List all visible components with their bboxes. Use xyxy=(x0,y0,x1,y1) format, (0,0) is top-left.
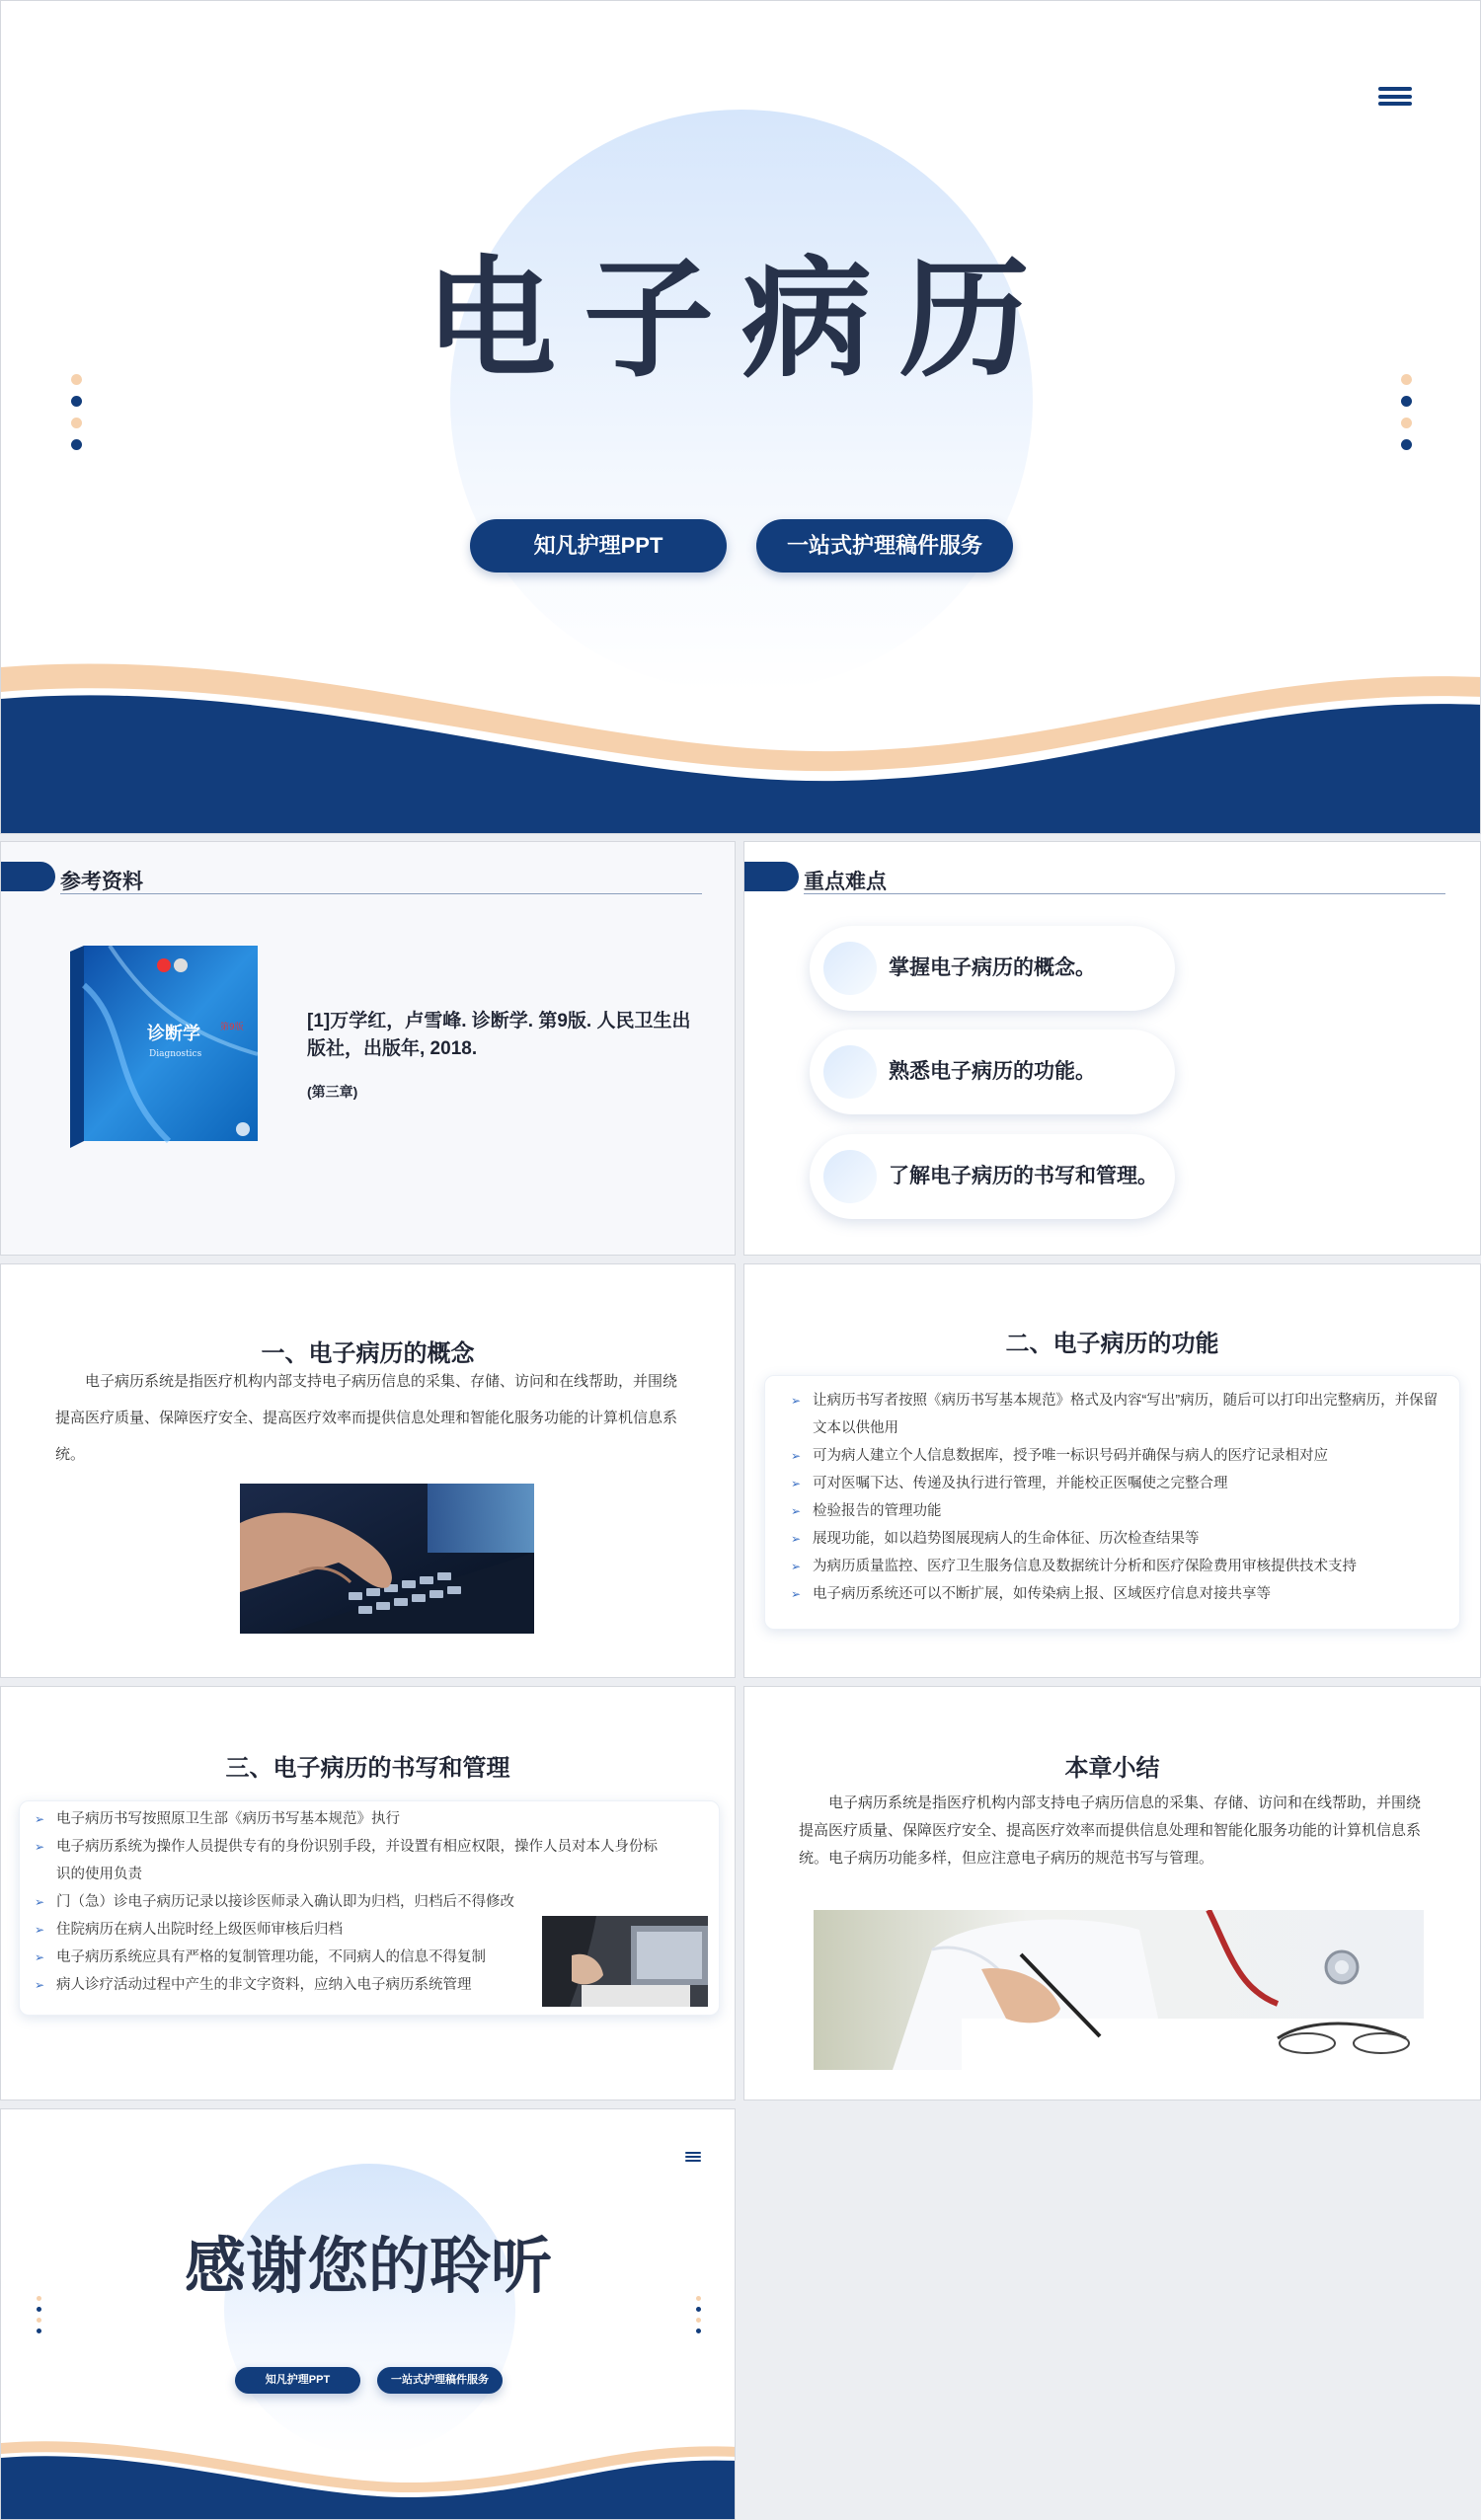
title-slide xyxy=(0,0,1481,834)
closing-slide xyxy=(0,2108,736,2520)
left-dots-decoration xyxy=(37,2296,41,2333)
svg-text:第9版: 第9版 xyxy=(220,1023,244,1032)
list-item: ➢ 可为病人建立个人信息数据库，授予唯一标识号码并确保与病人的医疗记录相对应 xyxy=(789,1442,1441,1470)
brand-pill[interactable]: 知凡护理PPT xyxy=(235,2367,360,2394)
list-item: ➢ 检验报告的管理功能 xyxy=(789,1497,1441,1525)
list-item: ➢ 为病历质量监控、医疗卫生服务信息及数据统计分析和医疗保险费用审核提供技术支持 xyxy=(789,1553,1441,1580)
list-item: ➢ 门（急）诊电子病历记录以接诊医师录入确认即为归档，归档后不得修改 xyxy=(33,1888,664,1916)
doctor-laptop-photo xyxy=(542,1916,708,2007)
functions-title: 二、电子病历的功能 xyxy=(1005,1331,1219,1357)
list-item: ➢ 病人诊疗活动过程中产生的非文字资料，应纳入电子病历系统管理 xyxy=(33,1971,531,1999)
list-item: ➢ 可对医嘱下达、传递及执行进行管理，并能校正医嘱使之完整合理 xyxy=(789,1470,1441,1497)
section-tab xyxy=(1,862,55,891)
summary-slide xyxy=(743,1686,1481,2100)
key-points-slide xyxy=(743,841,1481,1256)
section-tab xyxy=(744,862,799,891)
list-item: ➢ 电子病历系统还可以不断扩展，如传染病上报、区域医疗信息对接共享等 xyxy=(789,1580,1441,1608)
summary-title: 本章小结 xyxy=(1064,1755,1160,1782)
key-point-text: 熟悉电子病历的功能。 xyxy=(889,1060,1096,1083)
key-point-text: 了解电子病历的书写和管理。 xyxy=(889,1165,1158,1187)
concept-slide xyxy=(0,1263,736,1678)
writing-management-slide xyxy=(0,1686,736,2100)
functions-list xyxy=(789,1387,1441,1608)
right-dots-decoration xyxy=(1401,374,1412,450)
textbook-cover-image xyxy=(70,946,258,1148)
main-title: 电子病历 xyxy=(426,244,1057,396)
list-item: ➢ 电子病历系统为操作人员提供专有的身份识别手段，并设置有相应权限，操作人员对本人身份标识的使用负责 xyxy=(33,1833,664,1888)
key-point-item xyxy=(810,1134,1175,1219)
closing-backdrop-circle xyxy=(224,2164,515,2455)
typing-laptop-photo xyxy=(240,1484,534,1634)
list-item: ➢ 电子病历书写按照原卫生部《病历书写基本规范》执行 xyxy=(33,1805,664,1833)
doctor-writing-photo xyxy=(814,1910,1424,2070)
left-dots-decoration xyxy=(71,374,82,450)
heading-rule xyxy=(60,893,702,894)
key-point-item xyxy=(810,1030,1175,1114)
bottom-wave xyxy=(1,2433,736,2520)
writing-title: 三、电子病历的书写和管理 xyxy=(225,1755,510,1782)
references-slide xyxy=(0,841,736,1256)
list-item: ➢ 住院病历在病人出院时经上级医师审核后归档 xyxy=(33,1916,531,1944)
list-item: ➢ 展现功能，如以趋势图展现病人的生命体征、历次检查结果等 xyxy=(789,1525,1441,1553)
right-dots-decoration xyxy=(696,2296,701,2333)
functions-slide xyxy=(743,1263,1481,1678)
summary-paragraph: 电子病历系统是指医疗机构内部支持电子病历信息的采集、存储、访问和在线帮助，并围绕提高医疗质量、保障医疗安全、提高医疗效率而提供信息处理和智能化服务功能的计算机信息系统。电子病历功能多样，但应注意电子病历的规范书写与管理。 xyxy=(799,1795,1422,1867)
references-heading: 参考资料 xyxy=(60,871,143,893)
brand-pill[interactable]: 知凡护理PPT xyxy=(470,519,727,573)
bottom-wave xyxy=(1,648,1481,834)
concept-title: 一、电子病历的概念 xyxy=(261,1340,475,1367)
list-item: ➢ 电子病历系统应具有严格的复制管理功能，不同病人的信息不得复制 xyxy=(33,1944,531,1971)
chapter-note: (第三章) xyxy=(307,1084,358,1100)
citation-text: [1]万学红，卢雪峰. 诊断学. 第9版. 人民卫生出版社，出版年, 2018. xyxy=(307,1011,691,1059)
menu-icon[interactable] xyxy=(685,2152,701,2162)
svg-text:诊断学: 诊断学 xyxy=(147,1024,200,1044)
list-item: ➢ 让病历书写者按照《病历书写基本规范》格式及内容“写出”病历，随后可以打印出完整病历，并保留文本以供他用 xyxy=(789,1387,1441,1442)
heading-rule xyxy=(804,893,1445,894)
svg-text:Diagnostics: Diagnostics xyxy=(149,1049,202,1059)
key-point-item xyxy=(810,926,1175,1011)
service-pill[interactable]: 一站式护理稿件服务 xyxy=(377,2367,503,2394)
concept-paragraph: 电子病历系统是指医疗机构内部支持电子病历信息的采集、存储、访问和在线帮助，并围绕提高医疗质量、保障医疗安全、提高医疗效率而提供信息处理和智能化服务功能的计算机信息系统。 xyxy=(55,1373,678,1463)
key-point-text: 掌握电子病历的概念。 xyxy=(889,956,1096,979)
closing-title: 感谢您的聆听 xyxy=(184,2230,552,2302)
key-points-heading: 重点难点 xyxy=(804,871,887,893)
service-pill[interactable]: 一站式护理稿件服务 xyxy=(756,519,1013,573)
title-backdrop-circle xyxy=(450,110,1033,692)
menu-icon[interactable] xyxy=(1378,87,1412,106)
